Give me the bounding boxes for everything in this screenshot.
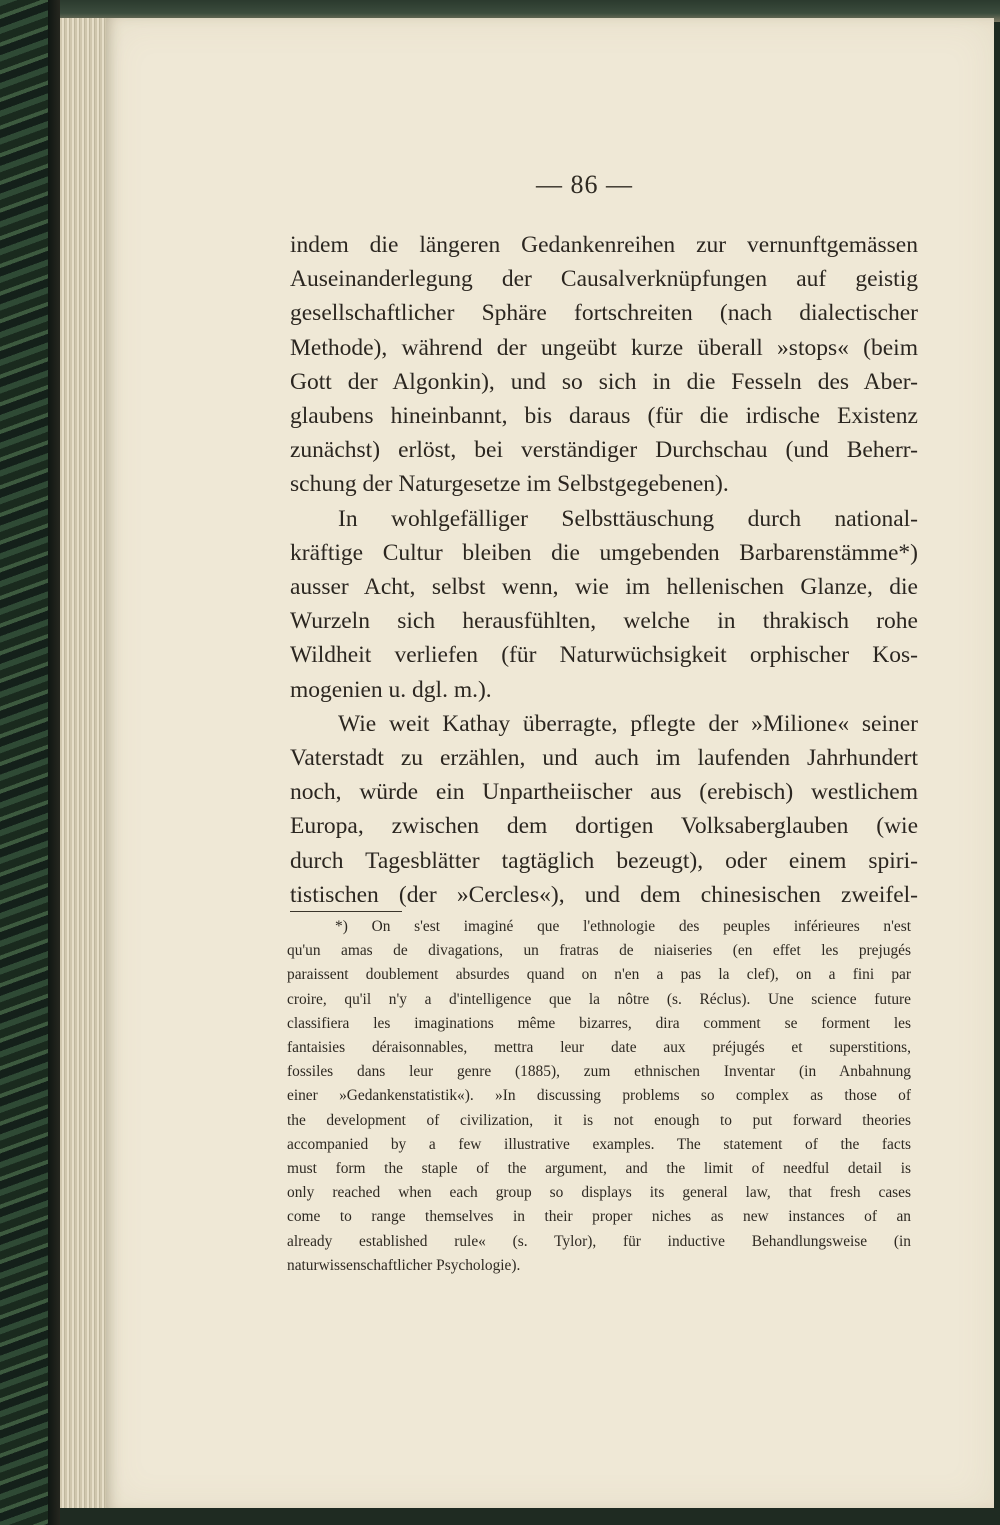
- body-line: ausser Acht, selbst wenn, wie im hellenischen Glanze, die: [290, 574, 918, 601]
- body-line: Wie weit Kathay überragte, pflegte der »Milione« seiner: [338, 710, 918, 737]
- footnote-line: paraissent doublement absurdes quand on n'en a pas la clef), on a fini par: [287, 966, 911, 984]
- footnote-line: already established rule« (s. Tylor), für inductive Behandlungsweise (in: [287, 1232, 911, 1250]
- footnote-line: the development of civilization, it is not enough to put forward theories: [287, 1111, 911, 1129]
- footnote-line: naturwissenschaftlicher Psychologie).: [287, 1256, 521, 1274]
- footnote: [287, 915, 911, 1278]
- body-line: glaubens hineinbannt, bis daraus (für die irdische Existenz: [290, 403, 918, 430]
- footnote-line: classifiera les imaginations même bizarres, dira comment se forment les: [287, 1014, 911, 1032]
- body-line: gesellschaftlicher Sphäre fortschreiten (nach dialectischer: [290, 300, 918, 327]
- footnote-line: fantaisies déraisonnables, mettra leur date aux préjugés et superstitions,: [287, 1039, 911, 1057]
- footnote-line: fossiles dans leur genre (1885), zum ethnischen Inventar (in Anbahnung: [287, 1063, 911, 1081]
- footnote-line: must form the staple of the argument, and the limit of needful detail is: [287, 1160, 911, 1178]
- body-line: indem die längeren Gedankenreihen zur vernunftgemässen: [290, 232, 918, 258]
- body-line: durch Tagesblätter tagtäglich bezeugt), oder einem spiri-: [290, 847, 918, 874]
- footnote-line: qu'un amas de divagations, un fratras de niaiseries (en effet les prejugés: [287, 942, 911, 960]
- body-line: Auseinanderlegung der Causalverknüpfungen auf geistig: [290, 266, 918, 293]
- page-number: — 86 —: [536, 170, 633, 199]
- body-line: noch, würde ein Unpartheiischer aus (erebisch) westlichem: [290, 779, 918, 806]
- footnote-line: come to range themselves in their proper niches as new instances of an: [287, 1208, 911, 1226]
- body-line: kräftige Cultur bleiben die umgebenden Barbarenstämme*): [290, 539, 918, 566]
- page-stack-edge: [60, 18, 110, 1510]
- footnote-line: accompanied by a few illustrative examples. The statement of the facts: [287, 1135, 911, 1153]
- body-line: Wurzeln sich herausfühlten, welche in thrakisch rohe: [290, 608, 918, 635]
- footnote-line: *) On s'est imaginé que l'ethnologie des peuples inférieures n'est: [335, 918, 911, 935]
- body-line: Europa, zwischen dem dortigen Volksaberglauben (wie: [290, 813, 918, 840]
- body-line: tistischen (der »Cercles«), und dem chinesischen zweifel-: [290, 881, 918, 908]
- footnote-line: einer »Gedankenstatistik«). »In discussing problems so complex as those of: [287, 1087, 911, 1105]
- body-line: In wohlgefälliger Selbsttäuschung durch national-: [338, 505, 918, 532]
- body-text: [290, 228, 918, 912]
- body-line: Gott der Algonkin), und so sich in die Fesseln des Aber-: [290, 368, 918, 395]
- bottom-edge: [60, 1508, 1000, 1525]
- footnote-line: only reached when each group so displays its general law, that fresh cases: [287, 1184, 911, 1202]
- footnote-line: croire, qu'il n'y a d'intelligence que la nôtre (s. Réclus). Une science future: [287, 990, 911, 1008]
- body-line: mogenien u. dgl. m.).: [290, 676, 492, 703]
- body-line: Wildheit verliefen (für Naturwüchsigkeit orphischer Kos-: [290, 642, 918, 669]
- body-line: Vaterstadt zu erzählen, und auch im laufenden Jahrhundert: [290, 745, 918, 772]
- body-line: zunächst) erlöst, bei verständiger Durchschau (und Beherr-: [290, 437, 918, 464]
- body-line: schung der Naturgesetze im Selbstgegebenen).: [290, 471, 729, 498]
- body-line: Methode), während der ungeübt kurze überall »stops« (beim: [290, 334, 918, 361]
- footnote-rule: [290, 911, 402, 912]
